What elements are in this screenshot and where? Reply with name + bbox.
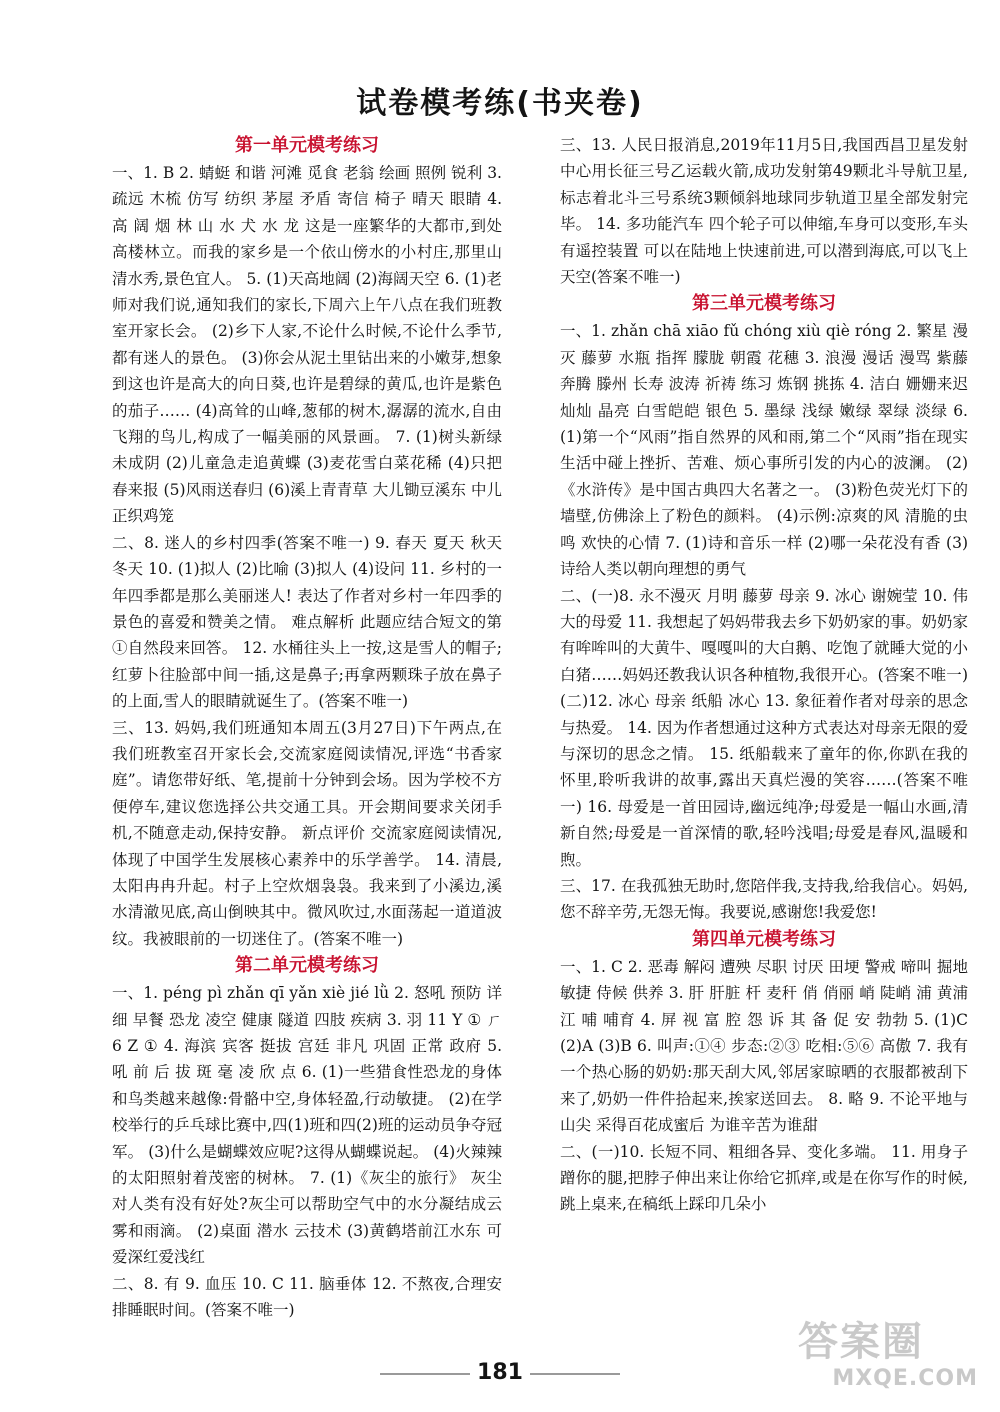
unit-1-title: 第一单元模考练习 (235, 135, 379, 156)
watermark-logo (798, 1318, 978, 1398)
unit-3-title: 第三单元模考练习 (692, 293, 836, 315)
watermark-main-text: 答案圈 (798, 1319, 924, 1365)
unit-2-part-2: 二、8. 有 9. 血压 10. C 11. 脑垂体 12. 不熬夜,合理安排睡眠时间。(答案不唯一) (112, 1274, 502, 1320)
unit-4-part-1: 一、1. C 2. 恶毒 解闷 遭殃 尽职 讨厌 田埂 警戒 啼叫 掘地 敏捷 侍候 供养 3. 肝 肝脏 杆 麦秆 俏 俏丽 峭 陡峭 浦 黄浦江 哺 哺育 4. 屏 视 富 腔 怨 诉 其 备 促 安 勃勃 5. (1)C (2)A (3)B 6. 叫声:①④ 步态:②③ 吃相:⑤⑥ 高傲 7. 我有一个热心肠的奶奶:那天刮大风,邻居家晾晒的衣服都被刮下来了,奶奶一件件拾起来,挨家送回去。 8. 略 9. 不论平地与山尖 采得百花成蜜后 为谁辛苦为谁甜 (560, 957, 968, 1135)
page-number: 181 (477, 1360, 523, 1385)
unit-3-part-1: 一、1. zhǎn chā xiāo fǔ chóng xiù qiè róng 2. 繁星 漫灭 藤萝 水瓶 指挥 朦胧 朝霞 花穗 3. 浪漫 漫话 漫骂 紫藤 奔腾 滕州 长寿 波涛 祈祷 练习 炼钢 挑拣 4. 洁白 姗姗来迟 灿灿 晶亮 白雪皑皑 银色 5. 墨绿 浅绿 嫩绿 翠绿 淡绿 6. (1)第一个“风雨”指自然界的风和雨,第二个“风雨”指在现实生活中碰上挫折、苦难、烦心事所引发的内心的波澜。 (2)《水浒传》是中国古典四大名著之一。 (3)粉色荧光灯下的墙壁,仿佛涂上了粉色的颜料。 (4)示例:凉爽的风 清脆的虫鸣 欢快的心情 7. (1)诗和音乐一样 (2)哪一朵花没有香 (3)诗给人类以朝向理想的勇气 (560, 322, 968, 579)
page-number-divider-right (530, 1373, 620, 1375)
unit-2-part-1: 一、1. péng pì zhǎn qī yǎn xiè jié lǜ 2. 怒吼 预防 详细 早餐 恐龙 凌空 健康 隧道 四肢 疾病 3. 羽 11 Y ① ㄏ 6 Z ① 4. 海滨 宾客 挺拔 宫廷 非凡 巩固 正常 政府 5. 吼 前 后 拔 斑 毫 凌 欣 点 6. (1)一些猎食性恐龙的身体和鸟类越来越像:骨骼中空,身体轻盈,行动敏捷。 (2)在学校举行的乒乓球比赛中,四(1)班和四(2)班的运动员争夺冠军。 (3)什么是蝴蝶效应呢?这得从蝴蝶说起。 (4)火辣辣的太阳照射着茂密的树林。 7. (1)《灰尘的旅行》 灰尘对人类有没有好处?灰尘可以帮助空气中的水分凝结成云雾和雨滴。 (2)桌面 潜水 云技术 (3)黄鹤塔前江水东 可爱深红爱浅红 (112, 984, 502, 1267)
page-title: 试卷模考练(书夹卷) (356, 86, 644, 121)
unit-3-part-3: 三、17. 在我孤独无助时,您陪伴我,支持我,给我信心。妈妈,您不辞辛劳,无怨无悔。我要说,感谢您!我爱您! (560, 876, 968, 922)
unit-4-part-2: 二、(一)10. 长短不同、粗细各异、变化多端。 11. 用身子蹭你的腿,把脖子伸出来让你给它抓痒,或是在你写作的时候,跳上桌来,在稿纸上踩印几朵小 (560, 1142, 968, 1214)
unit-3-part-2: 二、(一)8. 永不漫灭 月明 藤萝 母亲 9. 冰心 谢婉莹 10. 伟大的母爱 11. 我想起了妈妈带我去乡下奶奶家的事。奶奶家有哞哞叫的大黄牛、嘎嘎叫的大白鹅、吃饱了就睡大觉的小白猪……妈妈还教我认识各种植物,我很开心。(答案不唯一) (二)12. 冰心 母亲 纸船 冰心 13. 象征着作者对母亲的思念与热爱。 14. 因为作者想通过这种方式表达对母亲无限的爱与深切的思念之情。 15. 纸船载来了童年的你,你趴在我的怀里,聆听我讲的故事,露出天真烂漫的笑容……(答案不唯一) 16. 母爱是一首田园诗,幽远纯净;母爱是一幅山水画,清新自然;母爱是一首深情的歌,轻吟浅唱;母爱是春风,温暖和煦。 (560, 586, 968, 869)
left-column (112, 132, 502, 1323)
unit-2-part-3-continued: 三、13. 人民日报消息,2019年11月5日,我国西昌卫星发射中心用长征三号乙运载火箭,成功发射第49颗北斗导航卫星,标志着北斗三号系统3颗倾斜地球同步轨道卫星全部发射完毕。 14. 多功能汽车 四个轮子可以伸缩,车身可以变形,车头有遥控装置 可以在陆地上快速前进,可以潜到海底,可以飞上天空(答案不唯一) (560, 136, 968, 287)
unit-1-part-3: 三、13. 妈妈,我们班通知本周五(3月27日)下午两点,在我们班教室召开家长会,交流家庭阅读情况,评选“书香家庭”。请您带好纸、笔,提前十分钟到会场。因为学校不方便停车,建议您选择公共交通工具。开会期间要求关闭手机,不随意走动,保持安静。 新点评价 交流家庭阅读情况,体现了中国学生发展核心素养中的乐学善学。 14. 清晨,太阳冉冉升起。村子上空炊烟袅袅。我来到了小溪边,溪水清澈见底,高山倒映其中。微风吹过,水面荡起一道道波纹。我被眼前的一切迷住了。(答案不唯一) (112, 718, 502, 948)
right-column (560, 132, 968, 1218)
watermark-sub-text: MXQE.COM (832, 1366, 978, 1391)
unit-1-part-1: 一、1. B 2. 蜻蜓 和谐 河滩 觅食 老翁 绘画 照例 锐利 3. 疏远 木梳 仿写 纺织 茅屋 矛盾 寄信 椅子 晴天 眼睛 4. 高 阔 烟 林 山 水 犬 水 龙 这是一座繁华的大都市,到处高楼林立。而我的家乡是一个依山傍水的小村庄,那里山清水秀,景色宜人。 5. (1)天高地阔 (2)海阔天空 6. (1)老师对我们说,通知我们的家长,下周六上午八点在我们班教室开家长会。 (2)乡下人家,不论什么时候,不论什么季节,都有迷人的景色。 (3)你会从泥土里钻出来的小嫩芽,想象到这也许是高大的向日葵,也许是碧绿的黄瓜,也许是紫色的茄子…… (4)高耸的山峰,葱郁的树木,潺潺的流水,自由飞翔的鸟儿,构成了一幅美丽的风景画。 7. (1)树头新绿未成阴 (2)儿童急走追黄蝶 (3)麦花雪白菜花稀 (4)只把春来报 (5)风雨送春归 (6)溪上青青草 大儿锄豆溪东 中儿正织鸡笼 (112, 164, 502, 526)
unit-2-title: 第二单元模考练习 (235, 955, 379, 977)
unit-1-part-2: 二、8. 迷人的乡村四季(答案不唯一) 9. 春天 夏天 秋天 冬天 10. (1)拟人 (2)比喻 (3)拟人 (4)设问 11. 乡村的一年四季都是那么美丽迷人! 表达了作者对乡村一年四季的景色的喜爱和赞美之情。 难点解析 此题应结合短文的第①自然段来回答。 12. 水桶往头上一按,这是雪人的帽子;红萝卜往脸部中间一插,这是鼻子;再拿两颗珠子放在鼻子的上面,雪人的眼睛就诞生了。(答案不唯一) (112, 533, 502, 711)
unit-4-title: 第四单元模考练习 (692, 928, 836, 950)
